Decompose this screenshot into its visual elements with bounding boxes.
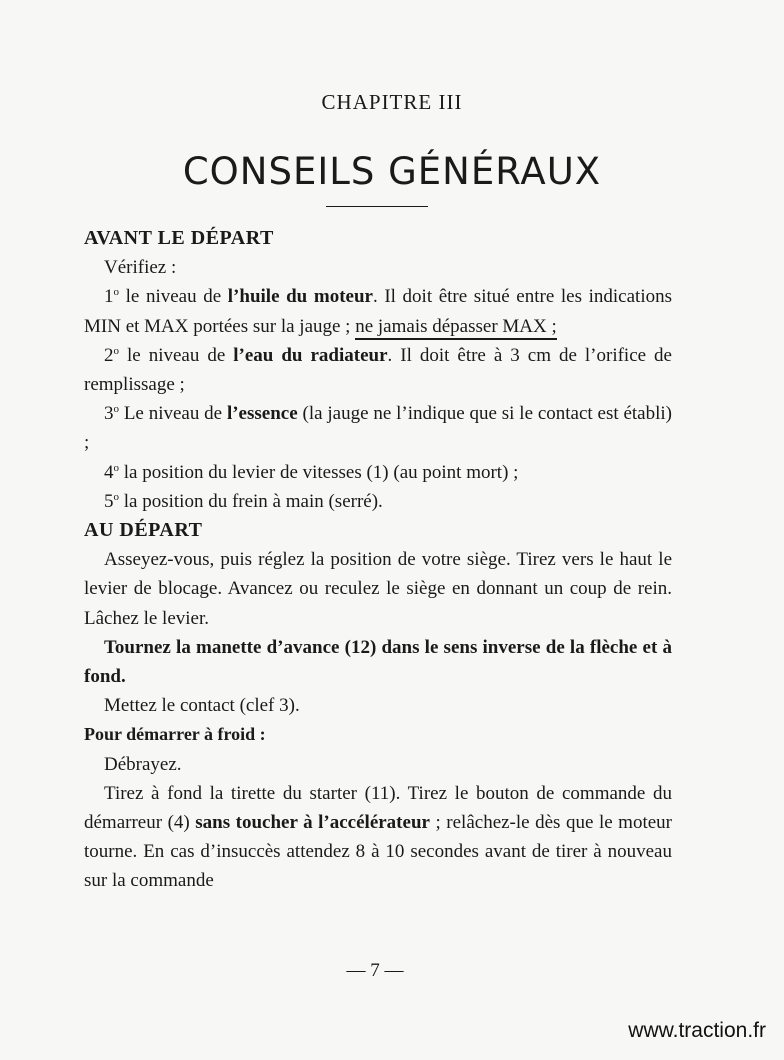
site-watermark: www.traction.fr xyxy=(628,1019,766,1042)
check-item-3 xyxy=(84,399,672,457)
paragraph-contact: Mettez le contact (clef 3). xyxy=(104,695,300,717)
section-heading-avant-depart: AVANT LE DÉPART xyxy=(84,227,274,249)
item-number: 5 xyxy=(104,490,114,512)
paragraph-text: Tirez à fond la tirette du starter (11). Tirez le bouton de commande du démarreur (4) xyxy=(84,782,672,834)
item-emphasis: l’huile du moteur xyxy=(227,286,373,308)
bold-instruction: Tournez la manette d’avance (12) dans le sens inverse de la flèche et à fond. xyxy=(84,636,672,688)
check-item-1 xyxy=(84,282,672,340)
page-number: — 7 — xyxy=(346,960,404,981)
item-text: le niveau de xyxy=(119,344,234,366)
ordinal-mark: o xyxy=(113,403,119,416)
item-number: 4 xyxy=(104,461,114,483)
paragraph-starter xyxy=(84,779,672,896)
underlined-warning: ne jamais dépasser MAX ; xyxy=(355,316,557,340)
item-text: la position du frein à main (serré). xyxy=(119,490,383,512)
check-item-5 xyxy=(84,487,672,516)
ordinal-mark: o xyxy=(113,461,119,474)
verifiez-intro: Vérifiez : xyxy=(104,257,177,279)
chapter-label: CHAPITRE III xyxy=(321,90,463,114)
item-emphasis: l’eau du radiateur xyxy=(233,344,388,366)
item-text: . Il doit être à 3 cm de l’orifice de remplissage ; xyxy=(84,344,672,396)
item-text: le niveau de xyxy=(119,286,228,308)
bold-instruction: sans toucher à l’accélérateur xyxy=(195,812,430,834)
item-text: Le niveau de xyxy=(119,403,227,425)
paragraph-text: ; relâchez-le dès que le moteur tourne. En cas d’insuccès attendez 8 à 10 secondes avant de tirer à nouveau sur la commande xyxy=(84,812,672,892)
paragraph-manette xyxy=(84,633,672,691)
item-number: 3 xyxy=(104,403,114,425)
section-heading-au-depart: AU DÉPART xyxy=(84,519,203,542)
check-item-2 xyxy=(84,341,672,399)
paragraph-siege: Asseyez-vous, puis réglez la position de votre siège. Tirez vers le haut le levier de blocage. Avancez ou reculez le siège en donnant un coup de rein. Lâchez le levier. xyxy=(84,549,672,629)
item-text: la position du levier de vitesses (1) (au point mort) ; xyxy=(119,461,519,483)
item-number: 1 xyxy=(104,286,114,308)
chapter-title: CONSEILS GÉNÉRAUX xyxy=(182,150,602,193)
item-text: (la jauge ne l’indique que si le contact est établi) ; xyxy=(84,403,672,454)
page-body xyxy=(84,224,672,896)
item-emphasis: l’essence xyxy=(226,403,298,425)
paragraph-debrayez: Débrayez. xyxy=(104,753,182,775)
ordinal-mark: o xyxy=(113,344,119,357)
item-number: 2 xyxy=(104,344,114,366)
ordinal-mark: o xyxy=(113,490,119,503)
item-text: . Il doit être situé entre les indications MIN et MAX portées sur la jauge ; xyxy=(84,286,672,337)
ordinal-mark: o xyxy=(113,286,119,299)
title-rule xyxy=(326,206,428,207)
subheading-demarrer-froid: Pour démarrer à froid : xyxy=(84,724,266,745)
check-item-4 xyxy=(84,458,672,487)
